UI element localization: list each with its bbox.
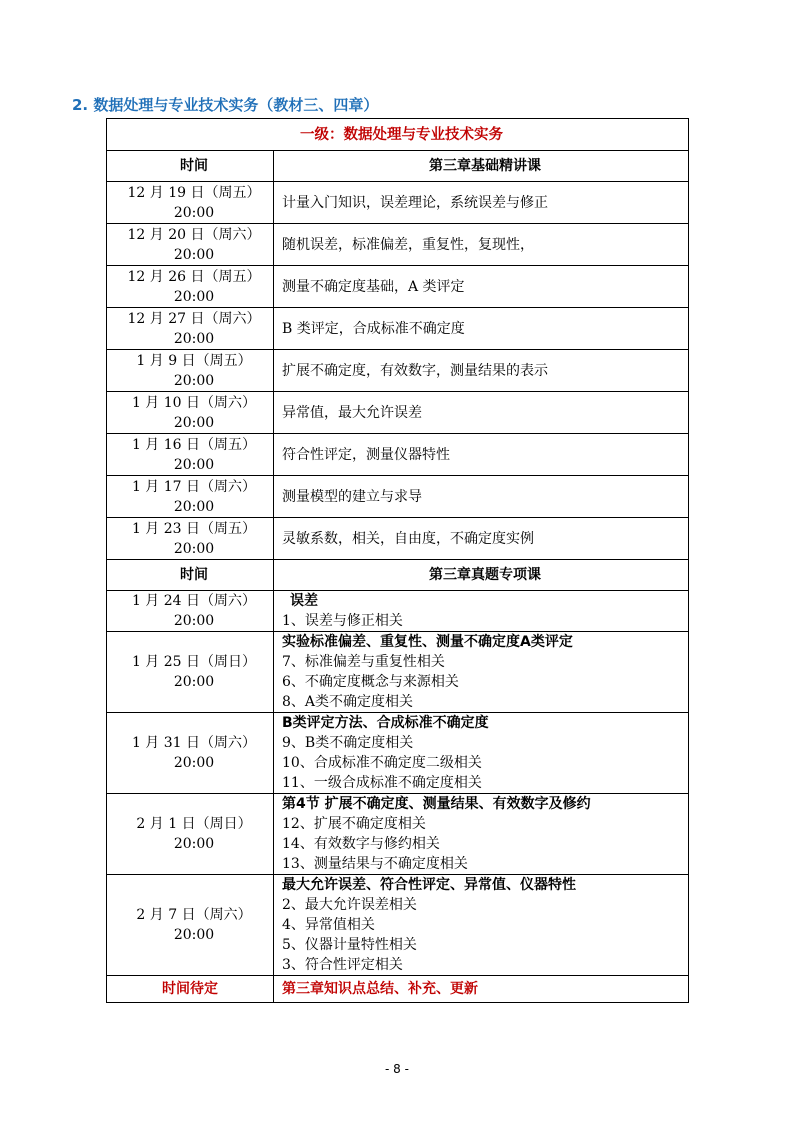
time-text: 20:00 bbox=[173, 456, 215, 473]
table-row bbox=[107, 266, 689, 308]
time-text: 20:00 bbox=[173, 246, 215, 263]
topic-item: 8、A类不确定度相关 bbox=[282, 694, 414, 710]
part2-header-title: 第三章真题专项课 bbox=[274, 560, 689, 591]
date-text: 12 月 26 日（周五） bbox=[127, 268, 261, 285]
time-text: 20:00 bbox=[173, 755, 215, 771]
time-cell bbox=[107, 794, 274, 875]
table-row bbox=[107, 713, 689, 794]
topic-item: 11、一级合成标准不确定度相关 bbox=[282, 775, 482, 791]
date-text: 1 月 25 日（周日） bbox=[131, 654, 257, 670]
time-cell bbox=[107, 392, 274, 434]
content-cell bbox=[274, 794, 689, 875]
table-row bbox=[107, 591, 689, 632]
topic-item: 10、合成标准不确定度二级相关 bbox=[282, 755, 482, 771]
time-text: 20:00 bbox=[173, 927, 215, 943]
topic-item: 9、B类不确定度相关 bbox=[282, 735, 414, 751]
time-cell bbox=[107, 182, 274, 224]
part1-header-title: 第三章基础精讲课 bbox=[274, 151, 689, 182]
pending-row bbox=[107, 976, 689, 1003]
content-cell bbox=[274, 591, 689, 632]
content-cell: 扩展不确定度，有效数字，测量结果的表示 bbox=[274, 350, 689, 392]
page-number: - 8 - bbox=[385, 1062, 409, 1076]
part2-header-row bbox=[107, 560, 689, 591]
date-text: 1 月 17 日（周六） bbox=[131, 478, 257, 495]
time-cell bbox=[107, 434, 274, 476]
level-title: 一级：数据处理与专业技术实务 bbox=[107, 119, 689, 151]
date-text: 1 月 24 日（周六） bbox=[131, 593, 257, 609]
schedule-table bbox=[106, 118, 689, 1003]
time-cell bbox=[107, 518, 274, 560]
time-text: 20:00 bbox=[173, 498, 215, 515]
part1-header-row bbox=[107, 151, 689, 182]
topic-item: 5、仪器计量特性相关 bbox=[282, 937, 417, 953]
table-row bbox=[107, 632, 689, 713]
table-row bbox=[107, 794, 689, 875]
pending-content: 第三章知识点总结、补充、更新 bbox=[274, 976, 689, 1003]
table-row bbox=[107, 350, 689, 392]
topic-item: 12、扩展不确定度相关 bbox=[282, 816, 426, 832]
date-text: 2 月 7 日（周六） bbox=[136, 907, 252, 923]
content-cell: 测量模型的建立与求导 bbox=[274, 476, 689, 518]
topic-item: 1、误差与修正相关 bbox=[282, 613, 403, 629]
date-text: 12 月 19 日（周五） bbox=[127, 184, 261, 201]
part1-header-time: 时间 bbox=[107, 151, 274, 182]
date-text: 1 月 16 日（周五） bbox=[131, 436, 257, 453]
topic-item: 2、最大允许误差相关 bbox=[282, 897, 417, 913]
date-text: 12 月 20 日（周六） bbox=[127, 226, 261, 243]
time-cell bbox=[107, 350, 274, 392]
topic-heading: 最大允许误差、符合性评定、异常值、仪器特性 bbox=[282, 877, 576, 893]
topic-item: 13、测量结果与不确定度相关 bbox=[282, 856, 468, 872]
date-text: 1 月 9 日（周五） bbox=[136, 352, 252, 369]
time-text: 20:00 bbox=[173, 288, 215, 305]
content-cell: 随机误差，标准偏差，重复性，复现性， bbox=[274, 224, 689, 266]
time-cell bbox=[107, 591, 274, 632]
content-cell: 计量入门知识，误差理论，系统误差与修正 bbox=[274, 182, 689, 224]
table-row bbox=[107, 875, 689, 976]
time-cell bbox=[107, 476, 274, 518]
time-cell bbox=[107, 632, 274, 713]
topic-item: 6、不确定度概念与来源相关 bbox=[282, 674, 459, 690]
time-text: 20:00 bbox=[173, 330, 215, 347]
table-row bbox=[107, 434, 689, 476]
content-cell: B 类评定，合成标准不确定度 bbox=[274, 308, 689, 350]
level-title-row bbox=[107, 119, 689, 151]
content-cell bbox=[274, 632, 689, 713]
content-cell bbox=[274, 713, 689, 794]
date-text: 2 月 1 日（周日） bbox=[136, 816, 252, 832]
table-row bbox=[107, 476, 689, 518]
topic-item: 3、符合性评定相关 bbox=[282, 957, 403, 973]
topic-heading: B类评定方法、合成标准不确定度 bbox=[282, 715, 489, 731]
time-text: 20:00 bbox=[173, 540, 215, 557]
content-cell: 符合性评定，测量仪器特性 bbox=[274, 434, 689, 476]
table-row bbox=[107, 182, 689, 224]
date-text: 1 月 31 日（周六） bbox=[131, 735, 257, 751]
time-text: 20:00 bbox=[173, 674, 215, 690]
table-row bbox=[107, 518, 689, 560]
topic-heading: 实验标准偏差、重复性、测量不确定度A类评定 bbox=[282, 634, 573, 650]
part2-header-time: 时间 bbox=[107, 560, 274, 591]
time-cell bbox=[107, 713, 274, 794]
table-row bbox=[107, 308, 689, 350]
topic-heading: 误差 bbox=[290, 593, 318, 609]
table-row bbox=[107, 392, 689, 434]
time-text: 20:00 bbox=[173, 414, 215, 431]
time-cell bbox=[107, 308, 274, 350]
time-text: 20:00 bbox=[173, 836, 215, 852]
topic-heading: 第4节 扩展不确定度、测量结果、有效数字及修约 bbox=[282, 796, 591, 812]
date-text: 1 月 10 日（周六） bbox=[131, 394, 257, 411]
time-cell bbox=[107, 224, 274, 266]
topic-item: 7、标准偏差与重复性相关 bbox=[282, 654, 445, 670]
time-text: 20:00 bbox=[173, 204, 215, 221]
time-text: 20:00 bbox=[173, 613, 215, 629]
section-title: 2. 数据处理与专业技术实务（教材三、四章） bbox=[72, 96, 379, 114]
date-text: 12 月 27 日（周六） bbox=[127, 310, 261, 327]
content-cell: 测量不确定度基础，A 类评定 bbox=[274, 266, 689, 308]
topic-item: 14、有效数字与修约相关 bbox=[282, 836, 440, 852]
table-row bbox=[107, 224, 689, 266]
time-cell bbox=[107, 875, 274, 976]
time-text: 20:00 bbox=[173, 372, 215, 389]
content-cell: 异常值，最大允许误差 bbox=[274, 392, 689, 434]
content-cell bbox=[274, 875, 689, 976]
time-cell bbox=[107, 266, 274, 308]
pending-time: 时间待定 bbox=[107, 976, 274, 1003]
content-cell: 灵敏系数，相关，自由度，不确定度实例 bbox=[274, 518, 689, 560]
date-text: 1 月 23 日（周五） bbox=[131, 520, 257, 537]
topic-item: 4、异常值相关 bbox=[282, 917, 375, 933]
